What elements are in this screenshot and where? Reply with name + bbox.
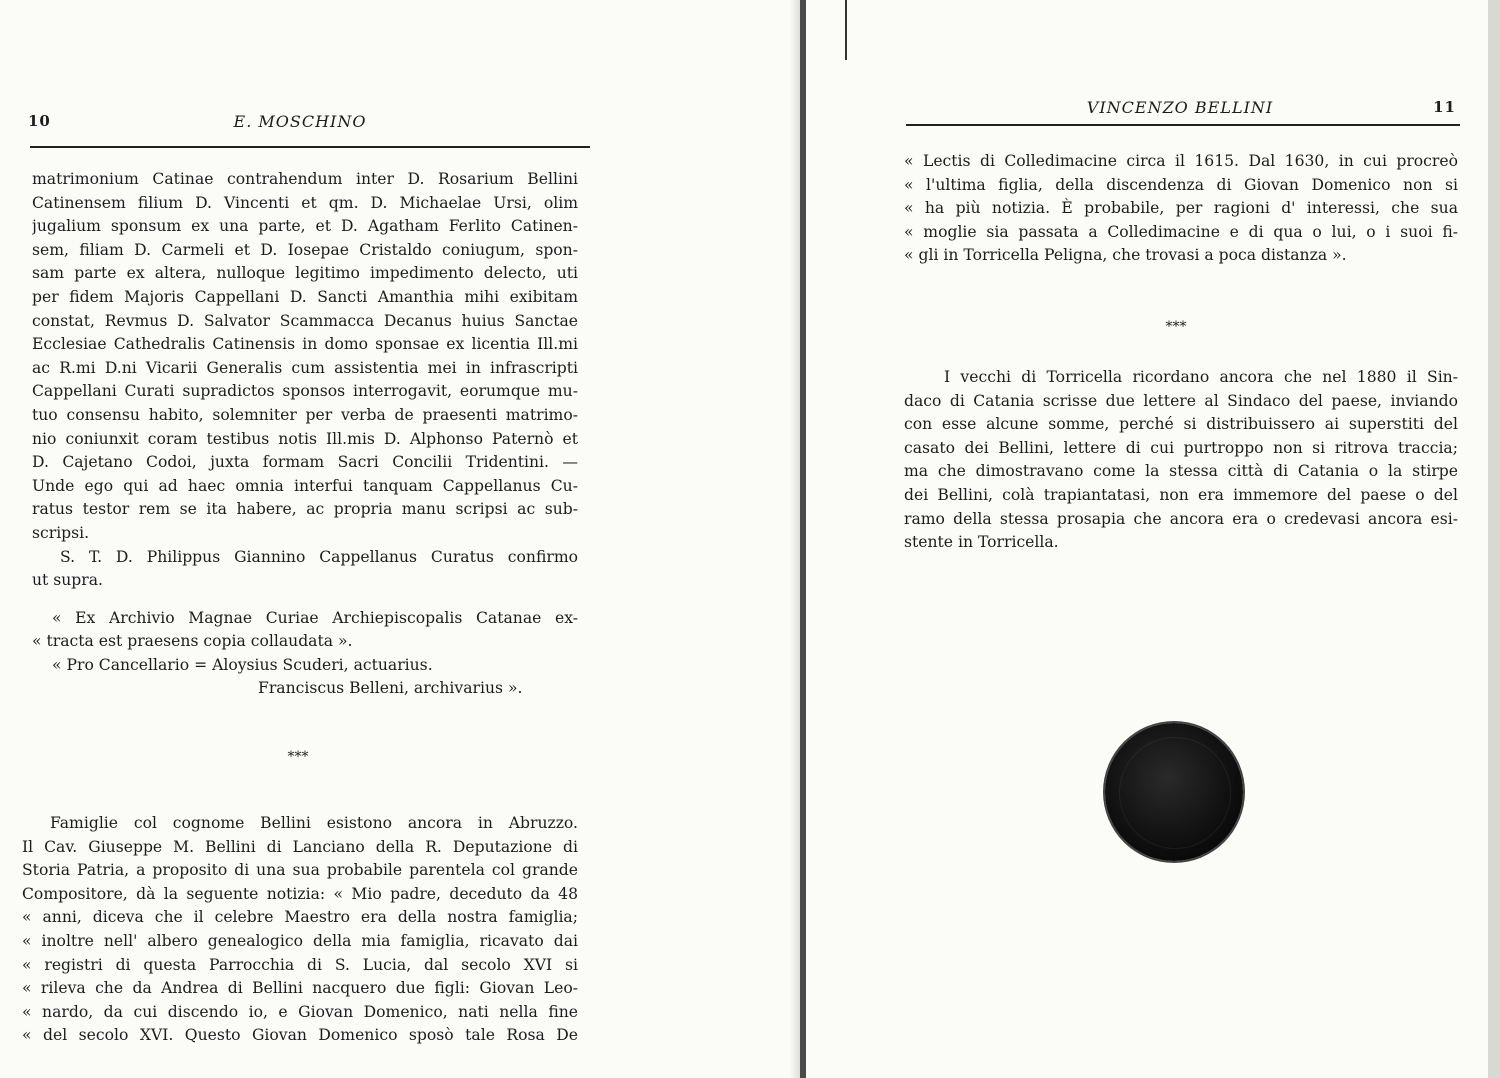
text-line: « nardo, da cui discendo io, e Giovan Domenico, nati nella fine xyxy=(22,1002,578,1021)
text-line: « moglie sia passata a Colledimacine e di qua o lui, o i suoi fi- xyxy=(904,222,1458,241)
left-header-rule xyxy=(30,146,590,148)
text-line: dei Bellini, colà trapiantatasi, non era immemore del paese o del xyxy=(904,485,1458,504)
text-line: « tracta est praesens copia collaudata ». xyxy=(32,632,353,651)
text-line: S. T. D. Philippus Giannino Cappellanus Curatus confirmo xyxy=(60,547,578,566)
text-line: tuo consensu habito, solemniter per verba de praesenti matrimo- xyxy=(32,405,578,424)
text-line: Storia Patria, a proposito di una sua probabile parentela col grande xyxy=(22,861,578,880)
text-line: casato dei Bellini, lettere di cui purtroppo non si ritrova traccia; xyxy=(904,438,1458,457)
left-page xyxy=(20,0,580,1078)
family-paragraph xyxy=(22,812,578,1048)
confirmation xyxy=(32,546,578,593)
text-line: « anni, diceva che il celebre Maestro era della nostra famiglia; xyxy=(22,908,578,927)
medallion-image xyxy=(1105,723,1243,861)
medallion-rim xyxy=(1119,737,1231,849)
left-running-title: E. MOSCHINO xyxy=(233,112,367,131)
text-line: « rileva che da Andrea di Bellini nacquero due figli: Giovan Leo- xyxy=(22,979,578,998)
archive-note xyxy=(32,607,578,701)
text-line: I vecchi di Torricella ricordano ancora che nel 1880 il Sin- xyxy=(944,368,1458,386)
vecchi-paragraph xyxy=(904,366,1458,555)
separator-glyph: *** xyxy=(1165,319,1187,335)
text-line: Ecclesiae Cathedralis Catinensis in domo sponsae ex licentia Ill.mi xyxy=(32,335,578,354)
text-line: « l'ultima figlia, della discendenza di Giovan Domenico non si xyxy=(904,175,1458,194)
text-line: Cappellani Curati supradictos sponsos interrogavit, eorumque mu- xyxy=(32,382,578,401)
right-header-rule xyxy=(906,124,1460,126)
page-edge-mark xyxy=(845,0,847,60)
text-line: sam parte ex altera, nulloque legitimo impedimento delecto, uti xyxy=(32,264,578,283)
text-line: nio coniunxit coram testibus notis Ill.mis D. Alphonso Paternò et xyxy=(32,429,578,448)
text-line: « gli in Torricella Peligna, che trovasi a poca distanza ». xyxy=(904,246,1347,265)
right-page-number: 11 xyxy=(1433,98,1456,116)
text-line: Compositore, dà la seguente notizia: « Mio padre, deceduto da 48 xyxy=(22,884,578,903)
text-line: sem, filiam D. Carmeli et D. Iosepae Cristaldo coniugum, spon- xyxy=(32,240,578,259)
text-line: ut supra. xyxy=(32,571,104,590)
text-line: Franciscus Belleni, archivarius ». xyxy=(258,679,523,698)
text-line: matrimonium Catinae contrahendum inter D. Rosarium Bellini xyxy=(32,170,578,188)
quote-paragraph xyxy=(904,150,1458,268)
right-running-head xyxy=(900,98,1460,124)
text-line: Il Cav. Giuseppe M. Bellini di Lanciano della R. Deputazione di xyxy=(22,837,578,856)
text-line: « Lectis di Colledimacine circa il 1615. Dal 1630, in cui procreò xyxy=(904,152,1458,170)
text-line: « del secolo XVI. Questo Giovan Domenico sposò tale Rosa De xyxy=(22,1026,578,1045)
right-section-separator xyxy=(1156,319,1196,335)
left-body-text xyxy=(32,168,578,701)
text-line: stente in Torricella. xyxy=(904,533,1059,552)
text-line: ma che dimostravano come la stessa città di Catania o la stirpe xyxy=(904,462,1458,481)
text-line: Catinensem filium D. Vincenti et qm. D. Michaelae Ursi, olim xyxy=(32,193,578,212)
text-line: Famiglie col cognome Bellini esistono ancora in Abruzzo. xyxy=(50,814,578,832)
left-page-number: 10 xyxy=(28,112,51,130)
text-line: per fidem Majoris Cappellani D. Sancti Amanthia mihi exibitam xyxy=(32,287,578,306)
left-running-head xyxy=(20,112,580,138)
text-line: con esse alcune somme, perché si distribuissero ai superstiti del xyxy=(904,415,1458,434)
text-line: « Pro Cancellario = Aloysius Scuderi, actuarius. xyxy=(52,655,433,674)
gutter-shadow xyxy=(790,0,800,1078)
text-line: constat, Revmus D. Salvator Scammacca Decanus huius Sanctae xyxy=(32,311,578,330)
text-line: ratus testor rem se ita habere, ac propria manu scripsi ac sub- xyxy=(32,500,578,519)
latin-record xyxy=(32,168,578,546)
text-line: « registri di questa Parrocchia di S. Lucia, dal secolo XVI si xyxy=(22,955,578,974)
left-section-separator xyxy=(278,749,318,765)
text-line: daco di Catania scrisse due lettere al Sindaco del paese, inviando xyxy=(904,391,1458,410)
text-line: jugalium sponsum ex una parte, et D. Agatham Ferlito Catinen- xyxy=(32,217,578,236)
separator-glyph: *** xyxy=(287,749,309,765)
right-page xyxy=(900,0,1460,1078)
text-line: scripsi. xyxy=(32,523,90,542)
right-running-title: VINCENZO BELLINI xyxy=(1086,98,1274,117)
page-edge xyxy=(1488,0,1500,1078)
text-line: Unde ego qui ad haec omnia interfui tanquam Cappellanus Cu- xyxy=(32,476,578,495)
book-gutter xyxy=(800,0,806,1078)
text-line: « inoltre nell' albero genealogico della mia famiglia, ricavato dai xyxy=(22,931,578,950)
text-line: « Ex Archivio Magnae Curiae Archiepiscopalis Catanae ex- xyxy=(52,608,578,627)
text-line: D. Cajetano Codoi, juxta formam Sacri Concilii Tridentini. — xyxy=(32,453,578,472)
text-line: ac R.mi D.ni Vicarii Generalis cum assistentia mei in infrascripti xyxy=(32,358,578,377)
text-line: « ha più notizia. È probabile, per ragioni d' interessi, che sua xyxy=(904,199,1458,218)
text-line: ramo della stessa prosapia che ancora era o credevasi ancora esi- xyxy=(904,509,1458,528)
